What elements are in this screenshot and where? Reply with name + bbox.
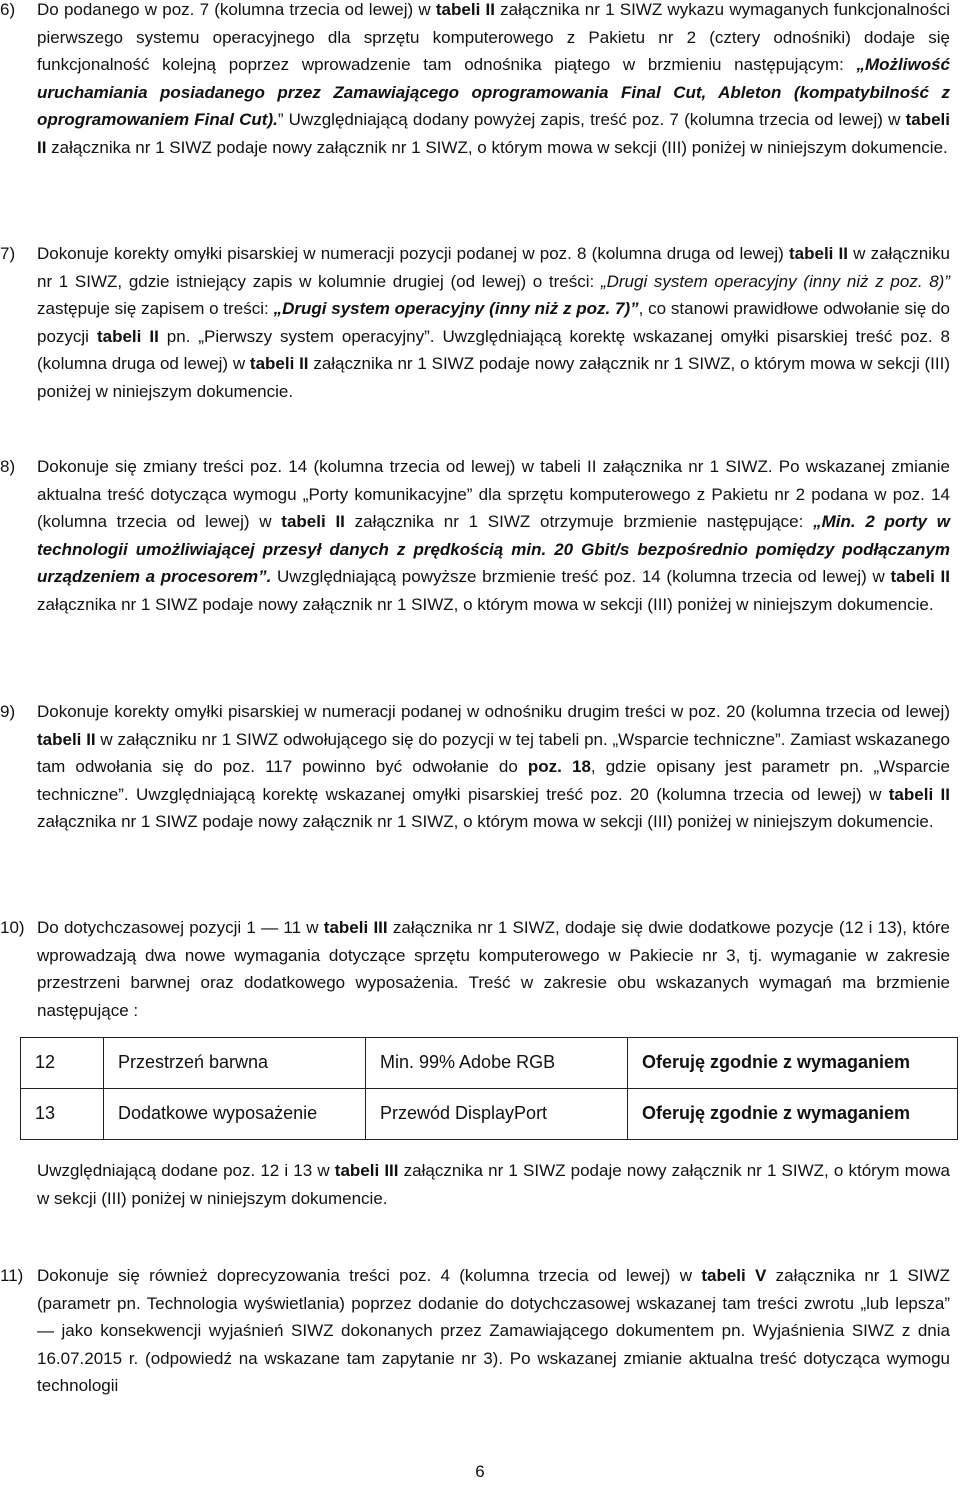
bold-ref: tabeli II xyxy=(249,354,309,373)
text-run: załącznika nr 1 SIWZ podaje nowy załącznik nr 1 SIWZ, o którym mowa w sekcji (III) poniżej w niniejszym dokumencie. xyxy=(37,812,934,831)
list-item-9 xyxy=(0,698,950,836)
text-run: załącznika nr 1 SIWZ podaje nowy załącznik nr 1 SIWZ, o którym mowa w sekcji (III) poniżej w niniejszym dokumencie. xyxy=(37,594,934,614)
table-cell-requirement: Min. 99% Adobe RGB xyxy=(366,1038,628,1089)
text-run: ” Uwzględniającą dodany powyżej zapis, treść poz. 7 (kolumna trzecia od lewej) w xyxy=(277,110,906,129)
text-run: w załączniku nr 1 SIWZ, gdzie istniejący zapis w kolumnie drugiej (od lewej) o treści: xyxy=(37,244,950,291)
text-run: Do dotychczasowej pozycji 1 — 11 w xyxy=(37,918,324,937)
bold-ref: tabeli II xyxy=(281,512,345,531)
list-item-8 xyxy=(0,453,950,618)
list-item-6 xyxy=(0,0,950,161)
page-number: 6 xyxy=(475,1462,485,1481)
text-run: pn. „Pierwszy system operacyjny”. Uwzględniającą korektę wskazanej omyłki pisarskiej treść poz. 8 (kolumna druga od lewej) w xyxy=(37,326,950,373)
text-run: załącznika nr 1 SIWZ otrzymuje brzmienie następujące: xyxy=(344,512,814,531)
text-run: Dokonuje korekty omyłki pisarskiej w numeracji podanej w odnośniku drugim treści w poz. 20 (kolumna trzecia od lewej) xyxy=(37,702,950,721)
item-text xyxy=(37,698,950,836)
bold-ref: tabeli II xyxy=(96,326,159,346)
text-run: Dokonuje się również doprecyzowania treści poz. 4 (kolumna trzecia od lewej) w xyxy=(37,1266,702,1285)
bold-ref: tabeli III xyxy=(334,1161,399,1180)
item-number: 11) xyxy=(0,1266,24,1285)
list-item-11 xyxy=(0,1262,950,1400)
item-text xyxy=(37,914,950,1024)
text-run: załącznika nr 1 SIWZ, dodaje się dwie dodatkowe pozycje (12 i 13), które wprowadzają dwa nowe wymagania dotyczące sprzętu komputerowego w Pakiecie nr 3, tj. wymaganie w zakresie przestrzeni barwnej oraz dodatkowego wyposażenia. Treść w zakresie obu wskazanych wymagań ma brzmienie następujące : xyxy=(37,918,951,1020)
text-run: załącznika nr 1 SIWZ podaje nowy załącznik nr 1 SIWZ, o którym mowa w sekcji (III) poniżej w niniejszym dokumencie. xyxy=(37,1161,950,1208)
text-run: , co stanowi prawidłowe odwołanie się do pozycji xyxy=(37,299,950,346)
list-item-7 xyxy=(0,240,950,405)
table-cell-requirement: Przewód DisplayPort xyxy=(366,1089,628,1140)
text-run: załącznika nr 1 SIWZ wykazu wymaganych funkcjonalności pierwszego systemu operacyjnego dla sprzętu komputerowego z Pakietu nr 2 (cztery odnośniki) dodaje się funkcjonalność kolejną poprzez wprowadzenie tam odnośnika piątego w brzmieniu następującym: xyxy=(37,0,950,74)
text-run: Do podanego w poz. 7 (kolumna trzecia od lewej) w xyxy=(37,0,436,19)
bold-ref: tabeli II xyxy=(37,110,950,157)
item-number: 8) xyxy=(0,457,16,476)
quoted-new-text: „Drugi system operacyjny (inny niż z poz. 7)” xyxy=(273,299,639,318)
item-text xyxy=(37,1262,950,1400)
requirements-table xyxy=(20,1037,958,1140)
paragraph-text xyxy=(37,1157,950,1212)
table-cell-offer: Oferuję zgodnie z wymaganiem xyxy=(628,1038,958,1089)
table-cell-no: 12 xyxy=(21,1038,104,1089)
item-text xyxy=(37,240,950,405)
text-run: załącznika nr 1 SIWZ podaje nowy załącznik nr 1 SIWZ, o którym mowa w sekcji (III) poniżej w niniejszym dokumencie. xyxy=(37,354,951,401)
table-row xyxy=(21,1038,958,1089)
text-run: Uwzględniającą powyższe brzmienie treść poz. 14 (kolumna trzecia od lewej) w xyxy=(271,567,891,586)
text-run: Dokonuje korekty omyłki pisarskiej w numeracji pozycji podanej w poz. 8 (kolumna druga od lewej) xyxy=(37,244,789,263)
bold-ref: tabeli III xyxy=(323,918,388,937)
table-cell-offer: Oferuję zgodnie z wymaganiem xyxy=(628,1089,958,1140)
item-text xyxy=(37,453,950,618)
text-run: zastępuje się zapisem o treści: xyxy=(37,299,274,318)
table-followup-paragraph xyxy=(0,1157,950,1212)
text-run: w załączniku nr 1 SIWZ odwołującego się do pozycji w tej tabeli pn. „Wsparcie techniczne”. Zamiast wskazanego tam odwołania się do poz. 117 powinno być odwołanie do xyxy=(37,729,950,776)
bold-ref: tabeli II xyxy=(789,244,849,263)
text-run: Dokonuje się zmiany treści poz. 14 (kolumna trzecia od lewej) w tabeli II załącznika nr 1 SIWZ. Po wskazanej zmianie aktualna treść dotycząca wymogu „Porty komunikacyjne” dla sprzętu komputerowego z Pakietu nr 2 podana w poz. 14 (kolumna trzecia od lewej) w xyxy=(37,457,950,531)
item-number: 10) xyxy=(0,918,25,937)
bold-ref: tabeli II xyxy=(888,784,951,804)
item-number: 7) xyxy=(0,244,16,263)
quoted-requirement: „Możliwość uruchamiania posiadanego przez Zamawiającego oprogramowania Final Cut, Ableton (kompatybilność z oprogramowaniem Final Cut). xyxy=(37,55,950,129)
quoted-old-text: „Drugi system operacyjny (inny niż z poz. 8)” xyxy=(600,271,950,291)
text-run: załącznika nr 1 SIWZ podaje nowy załącznik nr 1 SIWZ, o którym mowa w sekcji (III) poniżej w niniejszym dokumencie. xyxy=(46,137,948,157)
item-text xyxy=(37,0,950,161)
bold-ref: tabeli II xyxy=(37,729,96,749)
bold-ref: tabeli II xyxy=(435,0,495,19)
text-run: Uwzględniającą dodane poz. 12 i 13 w xyxy=(37,1161,335,1180)
text-run: załącznika nr 1 SIWZ (parametr pn. Technologia wyświetlania) poprzez dodanie do dotychczasowej wskazanej tam treści zwrotu „lub lepsza” — jako konsekwencji wyjaśnień SIWZ dokonanych przez Zamawiającego dokumentem pn. Wyjaśnienia SIWZ z dnia 16.07.2015 r. (odpowiedź na wskazane tam zapytanie nr 3). Po wskazanej zmianie aktualna treść dotycząca wymogu technologii xyxy=(37,1266,950,1395)
item-number: 6) xyxy=(0,0,16,19)
table-row xyxy=(21,1089,958,1140)
bold-ref: tabeli V xyxy=(701,1266,767,1285)
bold-ref: tabeli II xyxy=(890,567,950,586)
quoted-requirement: „Min. 2 porty w technologii umożliwiającej przesył danych z prędkością min. 20 Gbit/s bezpośrednio pomiędzy podłączanym urządzeniem a procesorem”. xyxy=(37,512,950,586)
bold-ref: poz. 18 xyxy=(527,757,591,776)
text-run: , gdzie opisany jest parametr pn. „Wsparcie techniczne”. Uwzględniającą korektę wskazanej omyłki pisarskiej treść poz. 20 (kolumna trzecia od lewej) w xyxy=(37,757,951,804)
table-cell-name: Przestrzeń barwna xyxy=(104,1038,366,1089)
list-item-10 xyxy=(0,914,950,1024)
table-cell-no: 13 xyxy=(21,1089,104,1140)
table-cell-name: Dodatkowe wyposażenie xyxy=(104,1089,366,1140)
item-number: 9) xyxy=(0,702,16,721)
